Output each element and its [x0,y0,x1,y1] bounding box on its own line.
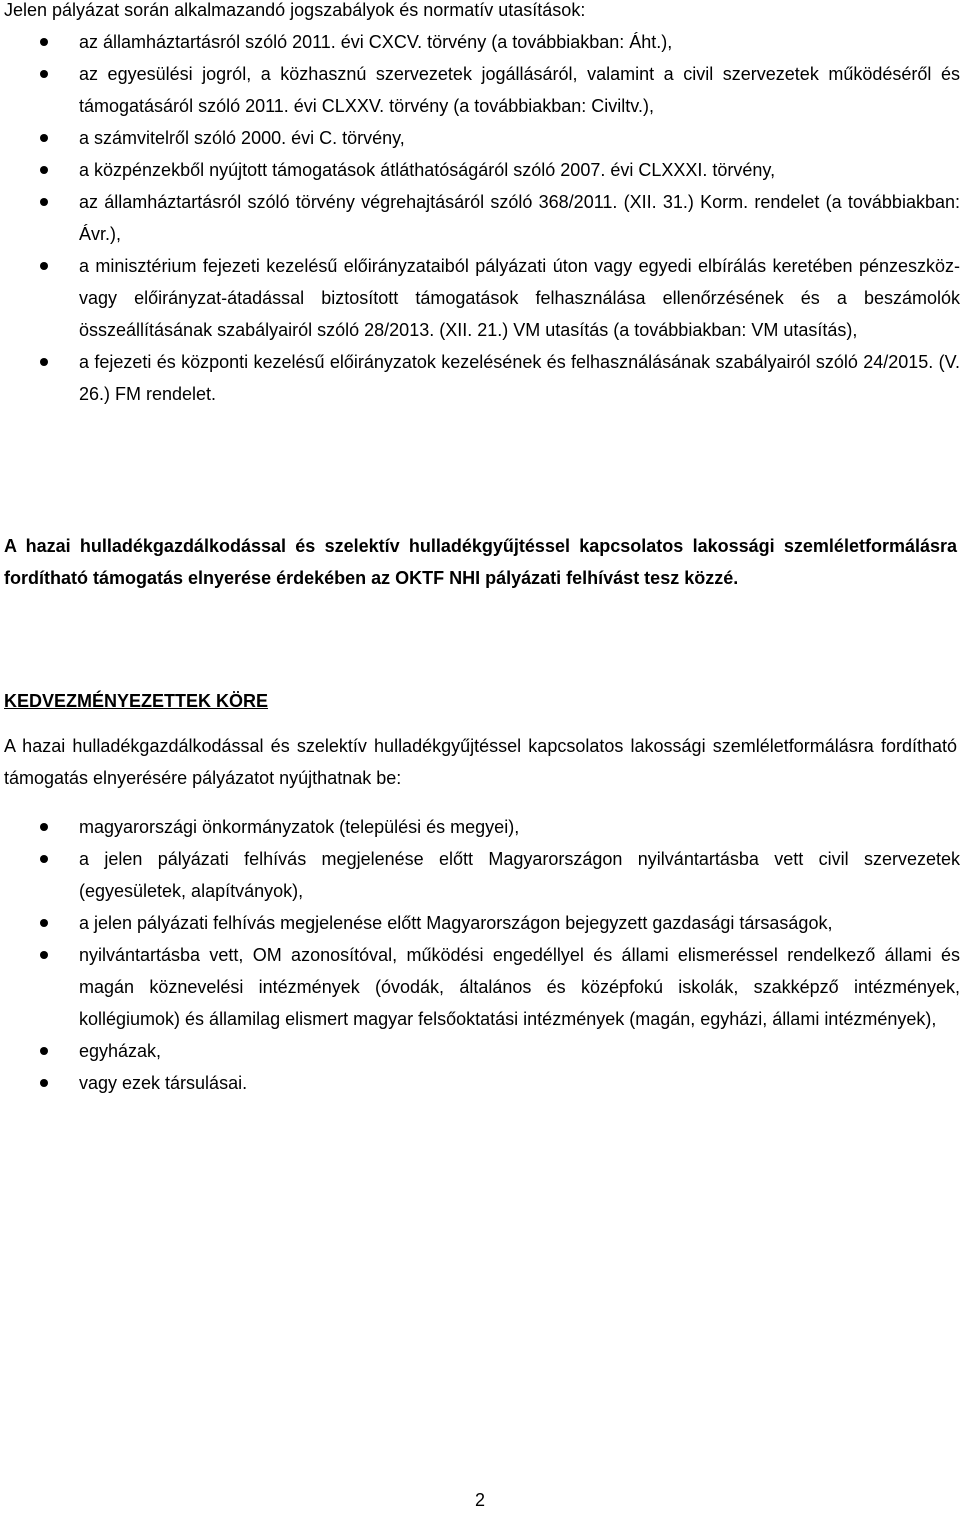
law-item: a számvitelről szóló 2000. évi C. törvény, [0,122,960,154]
laws-list [0,26,960,410]
section-paragraph: A hazai hulladékgazdálkodással és szelektív hulladékgyűjtéssel kapcsolatos lakossági szemléletformálásra fordítható támogatás elnyerésére pályázatot nyújthatnak be: [4,736,957,788]
law-item: az államháztartásról szóló 2011. évi CXCV. törvény (a továbbiakban: Áht.), [0,26,960,58]
law-item: az államháztartásról szóló törvény végrehajtásáról szóló 368/2011. (XII. 31.) Korm. rendelet (a továbbiakban: Ávr.), [0,186,960,250]
section-heading: KEDVEZMÉNYEZETTEK KÖRE [4,691,269,711]
law-item: az egyesülési jogról, a közhasznú szervezetek jogállásáról, valamint a civil szervezetek működéséről és támogatásáról szóló 2011. évi CLXXV. törvény (a továbbiakban: Civiltv.), [0,58,960,122]
law-item: a minisztérium fejezeti kezelésű előirányzataiból pályázati úton vagy egyedi elbírálás keretében pénzeszköz- vagy előirányzat-átadással biztosított támogatások felhasználása ellenőrzésének és a beszámolók összeállításának szabályairól szóló 28/2013. (XII. 21.) VM utasítás (a továbbiakban: VM utasítás), [0,250,960,346]
beneficiary-item: magyarországi önkormányzatok (települési és megyei), [0,811,960,843]
law-item: a közpénzekből nyújtott támogatások átláthatóságáról szóló 2007. évi CLXXXI. törvény, [0,154,960,186]
announcement-paragraph: A hazai hulladékgazdálkodással és szelektív hulladékgyűjtéssel kapcsolatos lakossági szemléletformálásra fordítható támogatás elnyerése érdekében az OKTF NHI pályázati felhívást tesz közzé. [4,536,957,588]
beneficiaries-list [0,811,960,1099]
beneficiary-item: vagy ezek társulásai. [0,1067,960,1099]
law-item: a fejezeti és központi kezelésű előirányzatok kezelésének és felhasználásának szabályairól szóló 24/2015. (V. 26.) FM rendelet. [0,346,960,410]
beneficiary-item: a jelen pályázati felhívás megjelenése előtt Magyarországon bejegyzett gazdasági társaságok, [0,907,960,939]
beneficiary-item: nyilvántartásba vett, OM azonosítóval, működési engedéllyel és állami elismeréssel rendelkező állami és magán köznevelési intézmények (óvodák, általános és középfokú iskolák, szakképző intézmények, kollégiumok) és államilag elismert magyar felsőoktatási intézmények (magán, egyházi, állami intézmények), [0,939,960,1035]
beneficiary-item: a jelen pályázati felhívás megjelenése előtt Magyarországon nyilvántartásba vett civil szervezetek (egyesületek, alapítványok), [0,843,960,907]
page-number: 2 [474,1490,485,1510]
beneficiary-item: egyházak, [0,1035,960,1067]
intro-text: Jelen pályázat során alkalmazandó jogszabályok és normatív utasítások: [4,0,586,20]
